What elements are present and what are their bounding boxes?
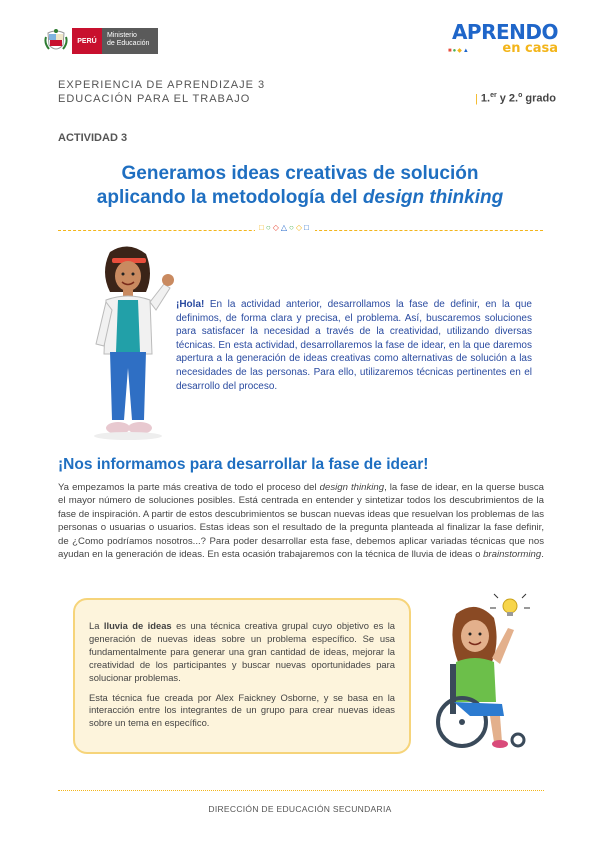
footer-divider xyxy=(58,790,544,791)
info-box xyxy=(73,598,411,754)
info-box-paragraph-1: La lluvia de ideas es una técnica creativa grupal cuyo objetivo es la generación de nuevas ideas sobre un problema específico. Se usa fundamentalmente para generar una gran cantidad de ideas, mejorar la creatividad de los participantes y buscar nuevas oportunidades para solucionar problemas. xyxy=(89,620,395,683)
peru-label: PERÚ xyxy=(72,28,102,54)
intro-text: ¡Hola! En la actividad anterior, desarrollamos la fase de definir, en la que definimos, de forma clara y precisa, el problema. Así, buscaremos soluciones para satisfacer la necesidad a través de la creatividad, utilizando diversas técnicas. En esta actividad, desarrollaremos la fase de idear, en la que daremos apertura a la generación de ideas creativas como alternativas de solución a las necesidades de las personas. Para ello, utilizaremos técnicas pertinentes en el desarrollo del proceso. xyxy=(176,299,532,392)
brand-subtitle: en casa xyxy=(502,41,558,56)
intro-greeting: ¡Hola! xyxy=(176,299,205,310)
girl-wheelchair-lightbulb-illustration xyxy=(430,592,550,752)
aprendo-en-casa-logo xyxy=(446,22,558,58)
info-box-paragraph-2: Esta técnica fue creada por Alex Faickney Osborne, y se basa en la interacción entre los integrantes de un grupo para crear nuevas ideas sobre un tema en específico. xyxy=(89,691,395,729)
section-heading: ¡Nos informamos para desarrollar la fase de idear! xyxy=(58,456,429,473)
body-paragraph: Ya empezamos la parte más creativa de todo el proceso del design thinking, la fase de idear, en la querse busca el mayor número de soluciones posibles. Está centrada en entender y sintetizar todos los descubrimientos de la fase de inspiración. A partir de estos descubrimientos se buscan nuevas ideas que resuelvan los problemas de las personas o usuarias o usuarios. Estas ideas son el resultado de la pregunta planteada al finalizar la fase definir, de ¿Como podríamos nosotros...? Para poder desarrollar esta fase, debemos aplicar variadas técnicas que nos ayudan en la generación de ideas. En esta ocasión trabajaremos con la técnica de lluvia de ideas o brainstorming. xyxy=(58,482,544,561)
grade-label: | 1.$^{er}$ y 2.$^o$ grado xyxy=(475,92,556,105)
page-header xyxy=(0,0,600,70)
activity-label: ACTIVIDAD 3 xyxy=(58,132,128,144)
footer-label: DIRECCIÓN DE EDUCACIÓN SECUNDARIA xyxy=(208,804,392,814)
page-title: Generamos ideas creativas de solución aplicando la metodología del design thinking xyxy=(96,163,504,208)
ministry-label: Ministerio de Educación xyxy=(102,28,158,54)
brand-shapes-icon: ■●◆▲ xyxy=(448,48,470,54)
coat-of-arms-icon xyxy=(44,27,68,55)
brand-title: APRENDO xyxy=(451,20,558,44)
waving-girl-illustration xyxy=(88,244,184,444)
experience-heading: EXPERIENCIA DE APRENDIZAJE 3 EDUCACIÓN PARA EL TRABAJO xyxy=(58,79,266,105)
government-logo xyxy=(44,26,158,56)
shapes-divider-icon: □○◇△○◇□ xyxy=(255,223,315,232)
grade-divider: | xyxy=(475,92,478,105)
